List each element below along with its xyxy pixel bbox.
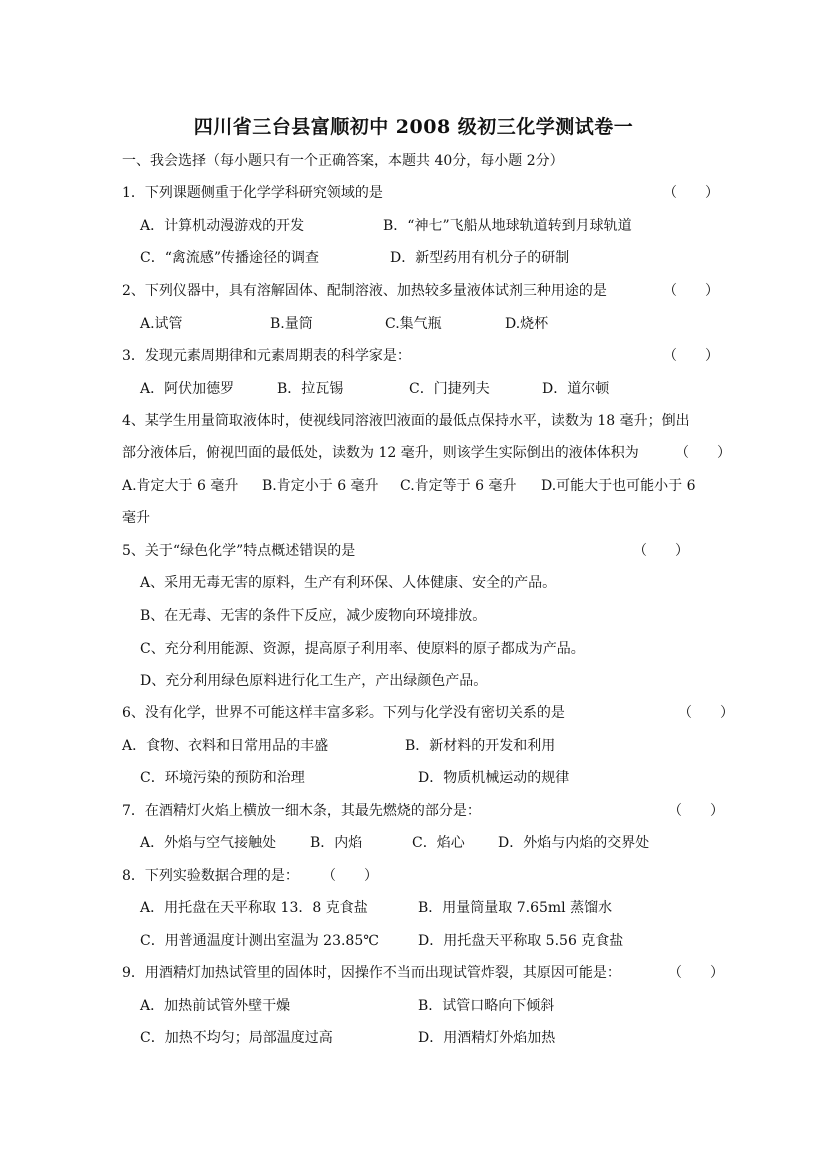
question-6-option-b: B．新材料的开发和利用 [405, 738, 556, 754]
question-2-answer-blank: （ ） [663, 283, 719, 299]
question-7-option-a: A．外焰与空气接触处 [140, 835, 277, 851]
section-heading: 一、我会选择（每小题只有一个正确答案，本题共 40分，每小题 2分） [122, 153, 564, 169]
question-7-option-d: D．外焰与内焰的交界处 [498, 835, 650, 851]
question-1-option-b: B．“神七”飞船从地球轨道转到月球轨道 [383, 218, 632, 234]
question-1-stem: 1．下列课题侧重于化学学科研究领域的是 [122, 185, 383, 201]
question-8-option-b: B．用量筒量取 7.65ml 蒸馏水 [418, 900, 613, 916]
question-1-answer-blank: （ ） [663, 185, 719, 201]
question-8-answer-blank: （ ） [322, 868, 378, 884]
question-4-option-b: B.肯定小于 6 毫升 [262, 478, 379, 494]
question-5-option-a: A、采用无毒无害的原料，生产有利环保、人体健康、安全的产品。 [140, 575, 557, 591]
question-2-stem: 2、下列仪器中，具有溶解固体、配制溶液、加热较多量液体试剂三种用途的是 [122, 283, 607, 299]
question-9-option-a: A．加热前试管外壁干燥 [140, 998, 291, 1014]
question-5-stem: 5、关于“绿色化学”特点概述错误的是 [122, 543, 356, 559]
question-2-option-b: B.量筒 [270, 316, 313, 332]
question-6-option-a: A．食物、衣料和日常用品的丰盛 [122, 738, 329, 754]
question-8-stem: 8．下列实验数据合理的是： [122, 868, 299, 884]
question-9-stem: 9．用酒精灯加热试管里的固体时，因操作不当而出现试管炸裂，其原因可能是： [122, 965, 621, 981]
question-1-option-a: A．计算机动漫游戏的开发 [140, 218, 305, 234]
question-3-option-c: C．门捷列夫 [409, 381, 490, 397]
question-7-stem: 7．在酒精灯火焰上横放一细木条，其最先燃烧的部分是： [122, 803, 481, 819]
question-8-option-c: C．用普通温度计测出室温为 23.85℃ [140, 933, 379, 949]
question-9-option-d: D．用酒精灯外焰加热 [418, 1030, 556, 1046]
question-5-option-d: D、充分利用绿色原料进行化工生产，产出绿颜色产品。 [140, 673, 488, 689]
question-5-answer-blank: （ ） [633, 543, 689, 559]
question-4-option-d: D.可能大于也可能小于 6 [541, 478, 696, 494]
question-1-option-d: D．新型药用有机分子的研制 [390, 250, 570, 266]
question-3-option-a: A．阿伏加德罗 [140, 381, 235, 397]
question-6-stem: 6、没有化学，世界不可能这样丰富多彩。下列与化学没有密切关系的是 [122, 705, 565, 721]
question-9-option-b: B．试管口略向下倾斜 [418, 998, 555, 1014]
question-4-answer-blank: （ ） [675, 445, 731, 461]
question-4-option-c: C.肯定等于 6 毫升 [400, 478, 517, 494]
question-4-stem-line-2: 部分液体后，俯视凹面的最低处，读数为 12 毫升，则该学生实际倒出的液体体积为 [122, 445, 639, 461]
question-6-option-d: D．物质机械运动的规律 [418, 770, 570, 786]
question-6-option-c: C．环境污染的预防和治理 [140, 770, 305, 786]
question-5-option-c: C、充分利用能源、资源，提高原子利用率、使原料的原子都成为产品。 [140, 641, 585, 657]
question-4-option-a: A.肯定大于 6 毫升 [122, 478, 239, 494]
question-6-answer-blank: （ ） [678, 705, 734, 721]
question-1-option-c: C．“禽流感”传播途径的调查 [140, 250, 320, 266]
question-3-option-b: B．拉瓦锡 [277, 381, 344, 397]
question-2-option-d: D.烧杯 [505, 316, 549, 332]
question-4-option-d-continued: 毫升 [122, 510, 150, 526]
page-title: 四川省三台县富顺初中 2008 级初三化学测试卷一 [193, 116, 634, 138]
question-7-option-b: B．内焰 [310, 835, 363, 851]
question-8-option-a: A．用托盘在天平称取 13．8 克食盐 [140, 900, 368, 916]
question-9-answer-blank: （ ） [668, 965, 724, 981]
question-3-answer-blank: （ ） [663, 348, 719, 364]
question-5-option-b: B、在无毒、无害的条件下反应，减少废物向环境排放。 [140, 608, 487, 624]
question-9-option-c: C．加热不均匀；局部温度过高 [140, 1030, 333, 1046]
question-2-option-c: C.集气瓶 [385, 316, 442, 332]
question-2-option-a: A.试管 [140, 316, 183, 332]
question-3-stem: 3．发现元素周期律和元素周期表的科学家是： [122, 348, 411, 364]
question-7-answer-blank: （ ） [668, 803, 724, 819]
question-7-option-c: C．焰心 [412, 835, 465, 851]
question-4-stem-line-1: 4、某学生用量筒取液体时，使视线同溶液凹液面的最低点保持水平，读数为 18 毫升；倒出 [122, 413, 690, 429]
question-3-option-d: D．道尔顿 [542, 381, 610, 397]
question-8-option-d: D．用托盘天平称取 5.56 克食盐 [418, 933, 624, 949]
